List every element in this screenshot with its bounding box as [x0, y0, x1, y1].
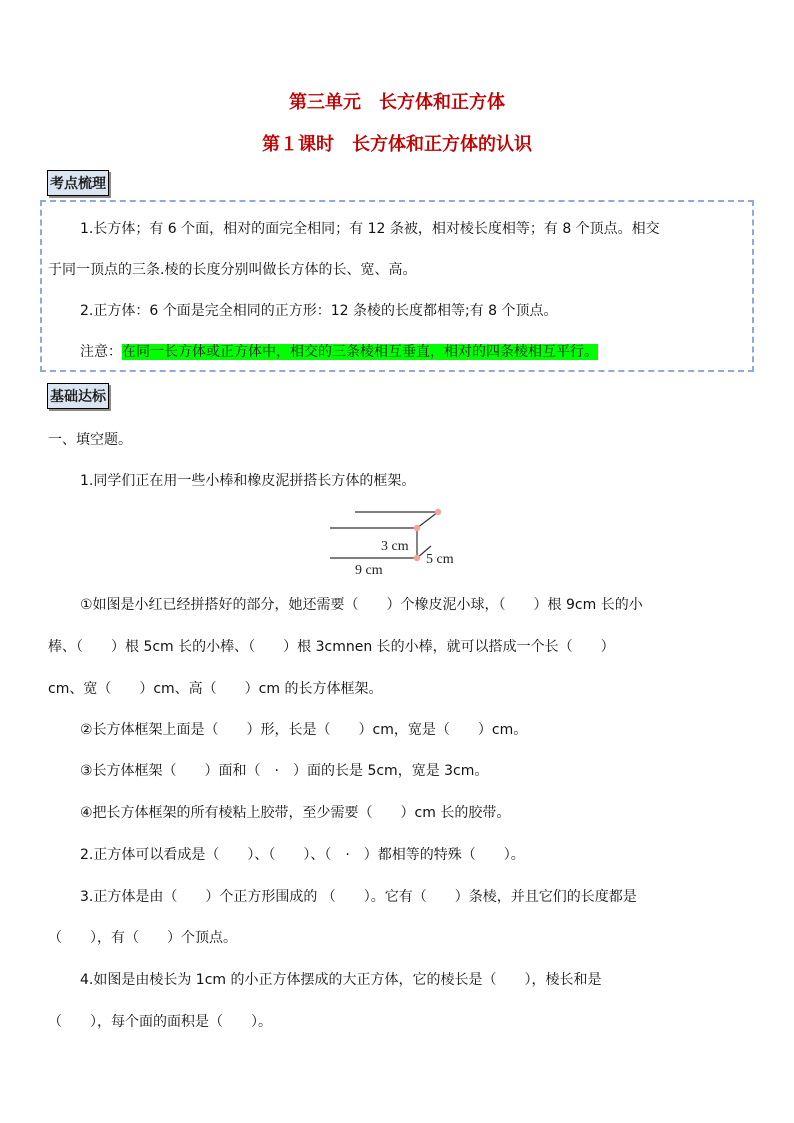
section-tag-review: 考点梳理 — [47, 170, 109, 196]
review-paragraph-2: 2.正方体：6 个面是完全相同的正方形：12 条棱的长度都相等;有 8 个顶点。 — [80, 303, 558, 319]
cuboid-frame-figure — [325, 502, 475, 580]
question-1-2: ②长方体框架上面是（ ）形，长是（ ）cm，宽是（ ）cm。 — [80, 722, 528, 738]
section-tag-basic: 基础达标 — [47, 383, 109, 409]
question-1-1a: ①如图是小红已经拼搭好的部分，她还需要（ ）个橡皮泥小球，（ ）根 9cm 长的小 — [80, 597, 643, 613]
note-highlight: 在同一长方体或正方体中，相交的三条棱相互垂直，相对的四条棱相互平行。 — [122, 344, 598, 360]
question-3b: （ ），有（ ）个顶点。 — [48, 930, 237, 946]
unit-title: 第三单元 长方体和正方体 — [289, 92, 505, 113]
review-paragraph-1a: 1.长方体；有 6 个面，相对的面完全相同；有 12 条被，相对棱长度相等；有 8 个顶点。相交 — [80, 221, 660, 237]
question-1: 1.同学们正在用一些小棒和橡皮泥拼搭长方体的框架。 — [80, 473, 416, 489]
review-paragraph-1b: 于同一顶点的三条.棱的长度分别叫做长方体的长、宽、高。 — [48, 262, 417, 278]
question-1-3: ③长方体框架（ ）面和（ · ）面的长是 5cm，宽是 3cm。 — [80, 763, 489, 779]
part-heading: 一、填空题。 — [48, 432, 132, 448]
question-1-4: ④把长方体框架的所有棱粘上胶带，至少需要（ ）cm 长的胶带。 — [80, 805, 511, 821]
label-9cm: 9 cm — [355, 563, 383, 578]
label-5cm: 5 cm — [426, 552, 454, 567]
question-1-1c: cm、宽（ ）cm、高（ ）cm 的长方体框架。 — [48, 681, 383, 697]
clay-ball-dot — [414, 525, 420, 531]
question-3a: 3.正方体是由（ ）个正方形围成的 （ ）。它有（ ）条棱，并且它们的长度都是 — [80, 889, 637, 905]
note-label: 注意： — [80, 344, 122, 360]
question-4b: （ ），每个面的面积是（ ）。 — [48, 1014, 272, 1030]
lesson-title: 第１课时 长方体和正方体的认识 — [262, 134, 532, 155]
clay-ball-dot — [435, 509, 441, 515]
label-3cm: 3 cm — [381, 539, 409, 554]
review-note — [80, 341, 598, 361]
question-2: 2.正方体可以看成是（ ）、（ ）、（ · ）都相等的特殊（ ）。 — [80, 847, 525, 863]
question-1-1b: 棒、（ ）根 5cm 长的小棒、（ ）根 3cmnen 长的小棒，就可以搭成一个长（ ） — [48, 639, 615, 655]
clay-ball-dot — [414, 555, 420, 561]
question-4a: 4.如图是由棱长为 1cm 的小正方体摆成的大正方体，它的棱长是（ ），棱长和是 — [80, 972, 602, 988]
